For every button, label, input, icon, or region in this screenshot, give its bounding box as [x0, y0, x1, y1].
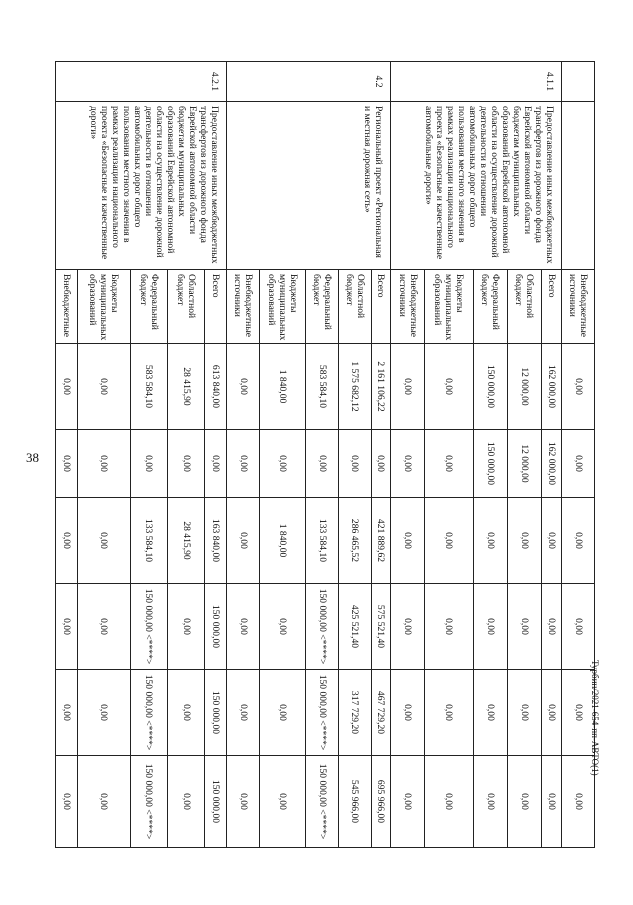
funding-source: Бюджеты муниципальных образований [425, 270, 473, 344]
amount-cell: 1 575 682,12 [338, 344, 371, 430]
amount-cell: 695 966,00 [371, 756, 390, 848]
amount-cell: 0,00 [541, 670, 561, 756]
amount-cell: 150 000,00 <****> [306, 584, 339, 670]
amount-cell: 0,00 [507, 584, 541, 670]
funding-source: Федеральный бюджет [130, 270, 167, 344]
amount-cell: 0,00 [227, 344, 260, 430]
amount-cell: 0,00 [425, 756, 473, 848]
amount-cell: 0,00 [260, 430, 306, 498]
amount-cell: 0,00 [507, 756, 541, 848]
amount-cell: 613 840,00 [205, 344, 227, 430]
amount-cell: 0,00 [541, 756, 561, 848]
amount-cell: 0,00 [78, 498, 130, 584]
rotated-table-page [55, 61, 595, 847]
amount-cell: 0,00 [391, 430, 425, 498]
amount-cell: 0,00 [541, 584, 561, 670]
amount-cell: 0,00 [78, 344, 130, 430]
amount-cell: 0,00 [205, 430, 227, 498]
amount-cell: 12 000,00 [507, 430, 541, 498]
amount-cell: 0,00 [260, 670, 306, 756]
amount-cell: 545 966,00 [338, 756, 371, 848]
row-number: 4.2.1 [56, 62, 227, 102]
amount-cell: 0,00 [473, 670, 507, 756]
amount-cell: 150 000,00 [205, 756, 227, 848]
table-body [56, 62, 595, 848]
amount-cell: 0,00 [56, 498, 78, 584]
amount-cell: 0,00 [473, 756, 507, 848]
amount-cell: 0,00 [227, 584, 260, 670]
amount-cell: 12 000,00 [507, 344, 541, 430]
table-row [371, 62, 390, 848]
row-number: 4.2 [227, 62, 391, 102]
amount-cell: 28 415,90 [167, 498, 204, 584]
amount-cell: 0,00 [78, 670, 130, 756]
amount-cell: 150 000,00 <****> [306, 756, 339, 848]
amount-cell: 0,00 [167, 756, 204, 848]
amount-cell: 0,00 [391, 498, 425, 584]
amount-cell: 0,00 [56, 756, 78, 848]
funding-source: Областной бюджет [167, 270, 204, 344]
funding-source: Внебюджетные источники [227, 270, 260, 344]
funding-source: Областной бюджет [507, 270, 541, 344]
amount-cell: 0,00 [425, 430, 473, 498]
amount-cell: 0,00 [425, 584, 473, 670]
funding-source: Федеральный бюджет [306, 270, 339, 344]
amount-cell: 28 415,90 [167, 344, 204, 430]
amount-cell: 0,00 [473, 498, 507, 584]
amount-cell: 133 584,10 [306, 498, 339, 584]
amount-cell: 0,00 [391, 344, 425, 430]
amount-cell: 583 584,10 [130, 344, 167, 430]
table-row [205, 62, 227, 848]
funding-source: Федеральный бюджет [473, 270, 507, 344]
amount-cell: 150 000,00 [473, 344, 507, 430]
amount-cell: 583 584,10 [306, 344, 339, 430]
funding-source: Всего [541, 270, 561, 344]
amount-cell: 2 161 106,22 [371, 344, 390, 430]
table-row [541, 62, 561, 848]
amount-cell: 1 840,00 [260, 344, 306, 430]
amount-cell: 0,00 [507, 670, 541, 756]
funding-source: Внебюджетные [56, 270, 78, 344]
amount-cell: 0,00 [562, 584, 595, 670]
amount-cell: 0,00 [306, 430, 339, 498]
amount-cell: 150 000,00 <****> [306, 670, 339, 756]
amount-cell: 0,00 [56, 584, 78, 670]
row-number: 4.1.1 [391, 62, 562, 102]
amount-cell: 162 000,00 [541, 344, 561, 430]
funding-source: Всего [371, 270, 390, 344]
amount-cell: 0,00 [78, 756, 130, 848]
amount-cell: 421 889,62 [371, 498, 390, 584]
funding-source: Всего [205, 270, 227, 344]
footer-code: Турбин/2021-654-пп-АВТО(1) [590, 660, 600, 776]
funding-source: Бюджеты муниципальных образований [78, 270, 130, 344]
amount-cell: 0,00 [260, 756, 306, 848]
funding-source: Бюджеты муниципальных образований [260, 270, 306, 344]
row-description: Предоставление иных межбюджетных трансфертов из дорожного фонда Еврейской автономной области бюджетам муниципальных образований Еврейской автономной области на осуществление дорожной деятельности в отношении автомобильных дорог общего пользования местного значения в рамках реализации национального проекта «Безопасные и качественные дороги» [56, 102, 227, 270]
amount-cell: 0,00 [562, 498, 595, 584]
amount-cell: 0,00 [56, 670, 78, 756]
amount-cell: 163 840,00 [205, 498, 227, 584]
amount-cell: 467 729,20 [371, 670, 390, 756]
amount-cell: 0,00 [227, 756, 260, 848]
funding-source: Областной бюджет [338, 270, 371, 344]
amount-cell: 286 465,52 [338, 498, 371, 584]
amount-cell: 0,00 [167, 430, 204, 498]
amount-cell: 133 584,10 [130, 498, 167, 584]
amount-cell: 150 000,00 [473, 430, 507, 498]
amount-cell: 0,00 [562, 670, 595, 756]
row-number [562, 62, 595, 102]
amount-cell: 0,00 [425, 344, 473, 430]
amount-cell: 0,00 [391, 756, 425, 848]
amount-cell: 0,00 [541, 498, 561, 584]
amount-cell: 0,00 [425, 498, 473, 584]
amount-cell: 0,00 [78, 584, 130, 670]
amount-cell: 0,00 [167, 584, 204, 670]
row-description [562, 102, 595, 270]
amount-cell: 150 000,00 <****> [130, 670, 167, 756]
amount-cell: 0,00 [130, 430, 167, 498]
amount-cell: 0,00 [56, 430, 78, 498]
budget-table [55, 61, 595, 848]
amount-cell: 0,00 [227, 498, 260, 584]
funding-source: Внебюджетные источники [391, 270, 425, 344]
amount-cell: 0,00 [562, 430, 595, 498]
amount-cell: 0,00 [167, 670, 204, 756]
amount-cell: 150 000,00 [205, 584, 227, 670]
amount-cell: 0,00 [562, 344, 595, 430]
amount-cell: 0,00 [78, 430, 130, 498]
amount-cell: 150 000,00 <****> [130, 756, 167, 848]
amount-cell: 575 521,40 [371, 584, 390, 670]
amount-cell: 150 000,00 [205, 670, 227, 756]
amount-cell: 317 729,20 [338, 670, 371, 756]
row-description: Предоставление иных межбюджетных трансфертов из дорожного фонда Еврейской автономной области бюджетам муниципальных образований Еврейской автономной области на осуществление дорожной деятельности в отношении автомобильных дорог общего пользования местного значения в рамках реализации национального проекта «Безопасные и качественные автомобильные дороги» [391, 102, 562, 270]
amount-cell: 0,00 [56, 344, 78, 430]
amount-cell: 0,00 [473, 584, 507, 670]
amount-cell: 162 000,00 [541, 430, 561, 498]
amount-cell: 1 840,00 [260, 498, 306, 584]
amount-cell: 150 000,00 <****> [130, 584, 167, 670]
amount-cell: 425 521,40 [338, 584, 371, 670]
amount-cell: 0,00 [391, 670, 425, 756]
page-number: 38 [26, 450, 39, 465]
amount-cell: 0,00 [507, 498, 541, 584]
funding-source: Внебюджетные источники [562, 270, 595, 344]
amount-cell: 0,00 [338, 430, 371, 498]
row-description: Региональный проект «Региональная и местная дорожная сеть» [227, 102, 391, 270]
amount-cell: 0,00 [425, 670, 473, 756]
amount-cell: 0,00 [391, 584, 425, 670]
amount-cell: 0,00 [562, 756, 595, 848]
amount-cell: 0,00 [371, 430, 390, 498]
amount-cell: 0,00 [260, 584, 306, 670]
amount-cell: 0,00 [227, 430, 260, 498]
amount-cell: 0,00 [227, 670, 260, 756]
